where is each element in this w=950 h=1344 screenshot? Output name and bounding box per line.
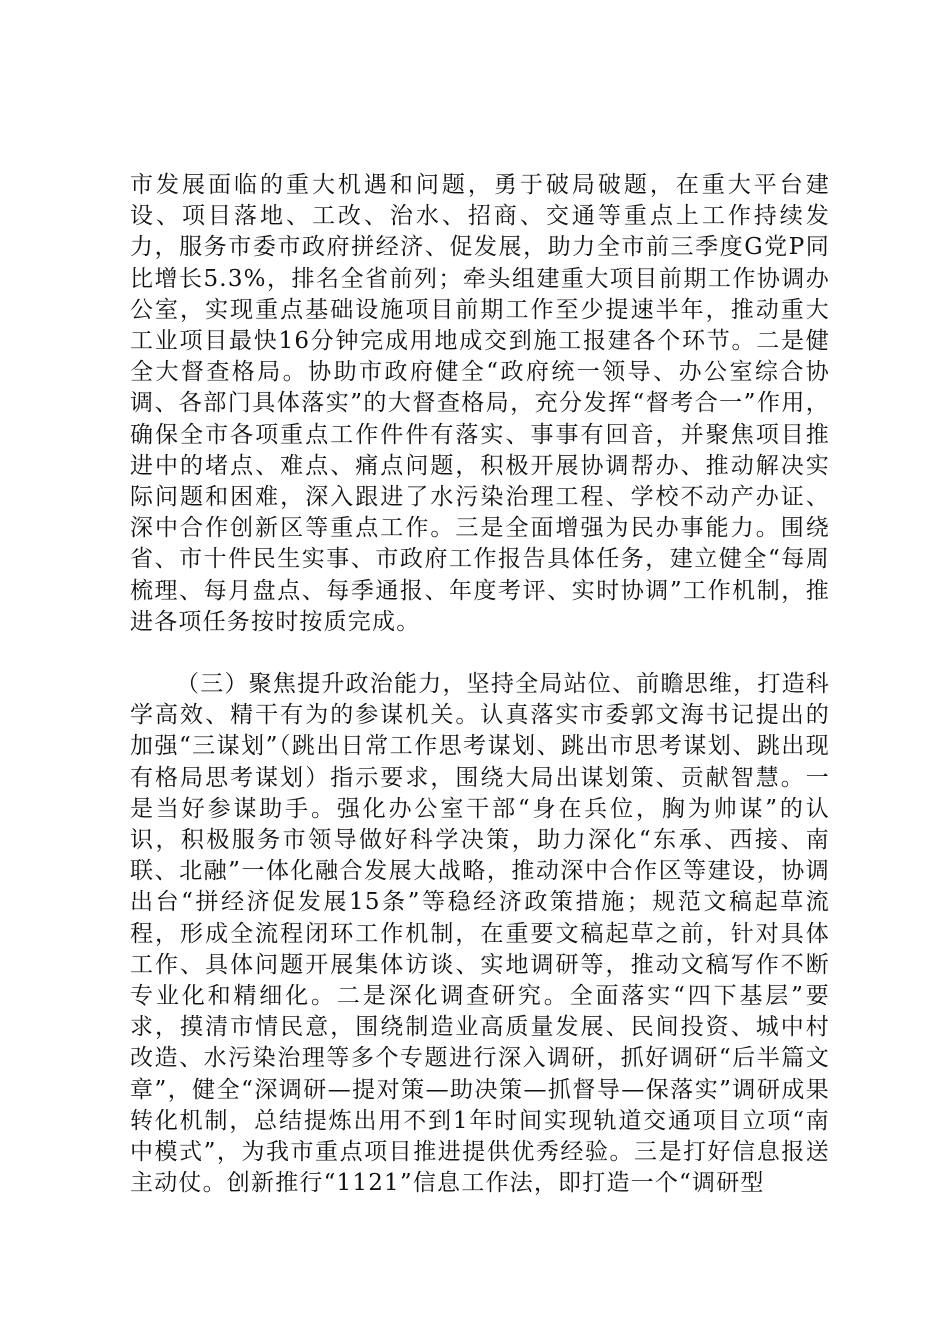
- document-body: [130, 170, 830, 1200]
- paragraph-continued: 市发展面临的重大机遇和问题，勇于破局破题，在重大平台建设、项目落地、工改、治水、招商、交通等重点上工作持续发力，服务市委市政府拼经济、促发展，助力全市前三季度G党P同比增长5.3%，排名全省前列；牵头组建重大项目前期工作协调办公室，实现重点基础设施项目前期工作至少提速半年，推动重大工业项目最快16分钟完成用地成交到施工报建各个环节。二是健全大督查格局。协助市政府健全“政府统一领导、办公室综合协调、各部门具体落实”的大督查格局，充分发挥“督考合一”作用，确保全市各项重点工作件件有落实、事事有回音，并聚焦项目推进中的堵点、难点、痛点问题，积极开展协调帮办、推动解决实际问题和困难，深入跟进了水污染治理工程、学校不动产办证、深中合作创新区等重点工作。三是全面增强为民办事能力。围绕省、市十件民生实事、市政府工作报告具体任务，建立健全“每周梳理、每月盘点、每季通报、年度考评、实时协调”工作机制，推进各项任务按时按质完成。: [130, 172, 830, 635]
- paragraph-section-three: （三）聚焦提升政治能力，坚持全局站位、前瞻思维，打造科学高效、精干有为的参谋机关。认真落实市委郭文海书记提出的加强“三谋划”（跳出日常工作思考谋划、跳出市思考谋划、跳出现有格局思考谋划）指示要求，围绕大局出谋划策、贡献智慧。一是当好参谋助手。强化办公室干部“身在兵位，胸为帅谋”的认识，积极服务市领导做好科学决策，助力深化“东承、西接、南联、北融”一体化融合发展大战略，推动深中合作区等建设，协调出台“拼经济促发展15条”等稳经济政策措施；规范文稿起草流程，形成全流程闭环工作机制，在重要文稿起草之前，针对具体工作、具体问题开展集体访谈、实地调研等，推动文稿写作不断专业化和精细化。二是深化调查研究。全面落实“四下基层”要求，摸清市情民意，围绕制造业高质量发展、民间投资、城中村改造、水污染治理等多个专题进行深入调研，抓好调研“后半篇文章”，健全“深调研—提对策—助决策—抓督导—保落实”调研成果转化机制，总结提炼出用不到1年时间实现轨道交通项目立项“南中模式”，为我市重点项目推进提供优秀经验。三是打好信息报送主动仗。创新推行“1121”信息工作法，即打造一个“调研型: [130, 671, 830, 1197]
